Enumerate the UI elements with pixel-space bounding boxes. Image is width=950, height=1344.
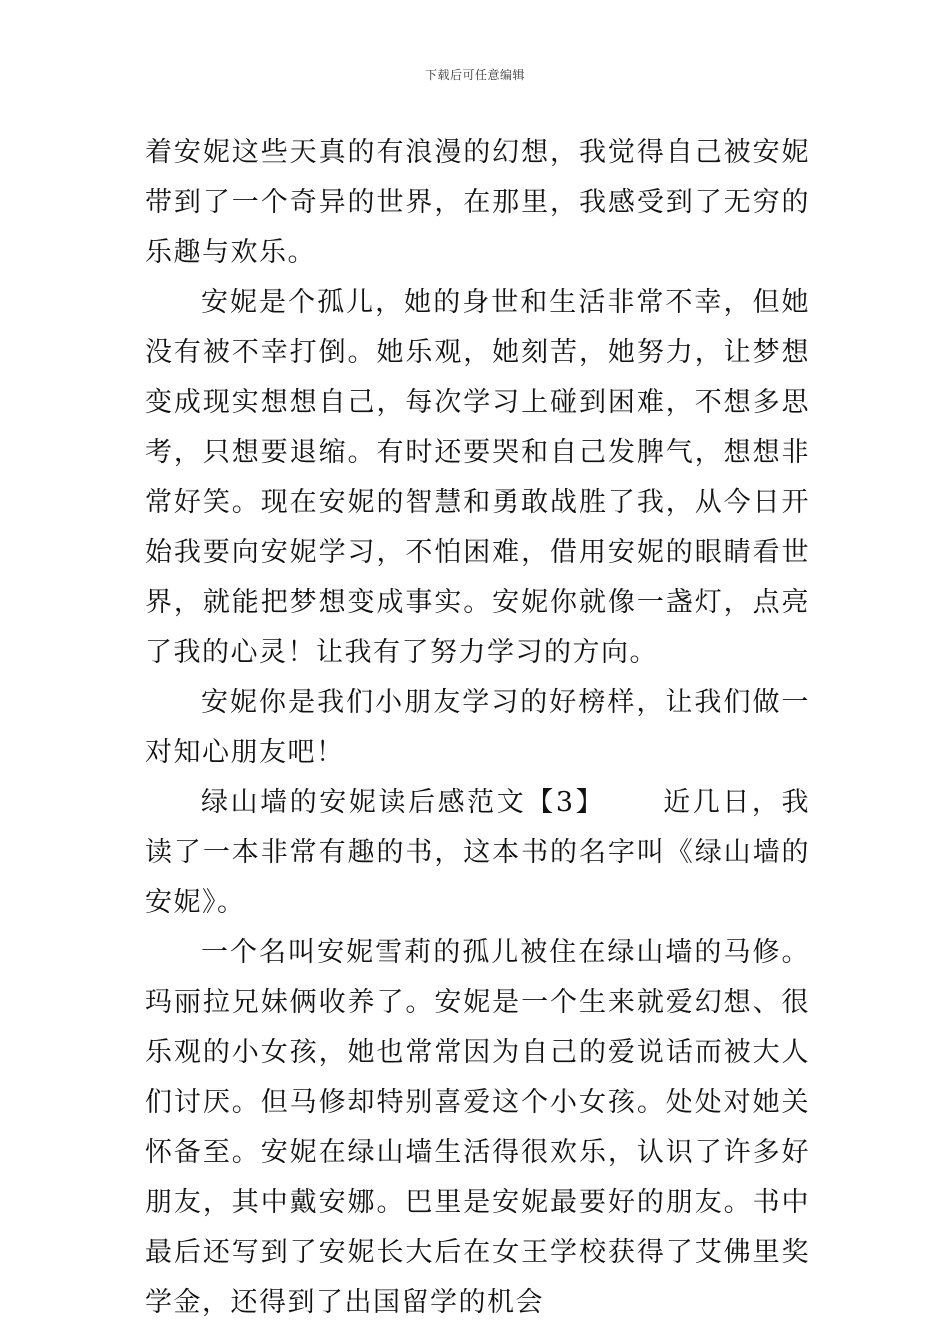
paragraph-continuation: 着安妮这些天真的有浪漫的幻想，我觉得自己被安妮带到了一个奇异的世界，在那里，我感受到了无穷的乐趣与欢乐。 bbox=[145, 137, 810, 268]
section-intro-text: 近几日，我读了一本非常有趣的书，这本书的名字叫《绿山墙的安妮》。 bbox=[145, 787, 810, 918]
paragraph-section-3 bbox=[145, 778, 810, 928]
page-header: 下载后可任意编辑 bbox=[424, 68, 525, 82]
paragraph-role-model: 安妮你是我们小朋友学习的好榜样，让我们做一对知心朋友吧！ bbox=[145, 687, 810, 768]
section-title: 绿山墙的安妮读后感范文【3】 bbox=[201, 787, 606, 818]
paragraph-story-summary: 一个名叫安妮雪莉的孤儿被住在绿山墙的马修。玛丽拉兄妹俩收养了。安妮是一个生来就爱幻想、很乐观的小女孩，她也常常因为自己的爱说话而被大人们讨厌。但马修却特别喜爱这个小女孩。处处对她关怀备至。安妮在绿山墙生活得很欢乐，认识了许多好朋友，其中戴安娜。巴里是安妮最要好的朋友。书中最后还写到了安妮长大后在女王学校获得了艾佛里奖学金，还得到了出国留学的机会 bbox=[145, 937, 810, 1318]
paragraph-annie-orphan: 安妮是个孤儿，她的身世和生活非常不幸，但她没有被不幸打倒。她乐观，她刻苦，她努力，让梦想变成现实想想自己，每次学习上碰到困难，不想多思考，只想要退缩。有时还要哭和自己发脾气，想想非常好笑。现在安妮的智慧和勇敢战胜了我，从今日开始我要向安妮学习，不怕困难，借用安妮的眼睛看世界，就能把梦想变成事实。安妮你就像一盏灯，点亮了我的心灵！让我有了努力学习的方向。 bbox=[145, 287, 810, 668]
document-body bbox=[145, 128, 810, 1328]
